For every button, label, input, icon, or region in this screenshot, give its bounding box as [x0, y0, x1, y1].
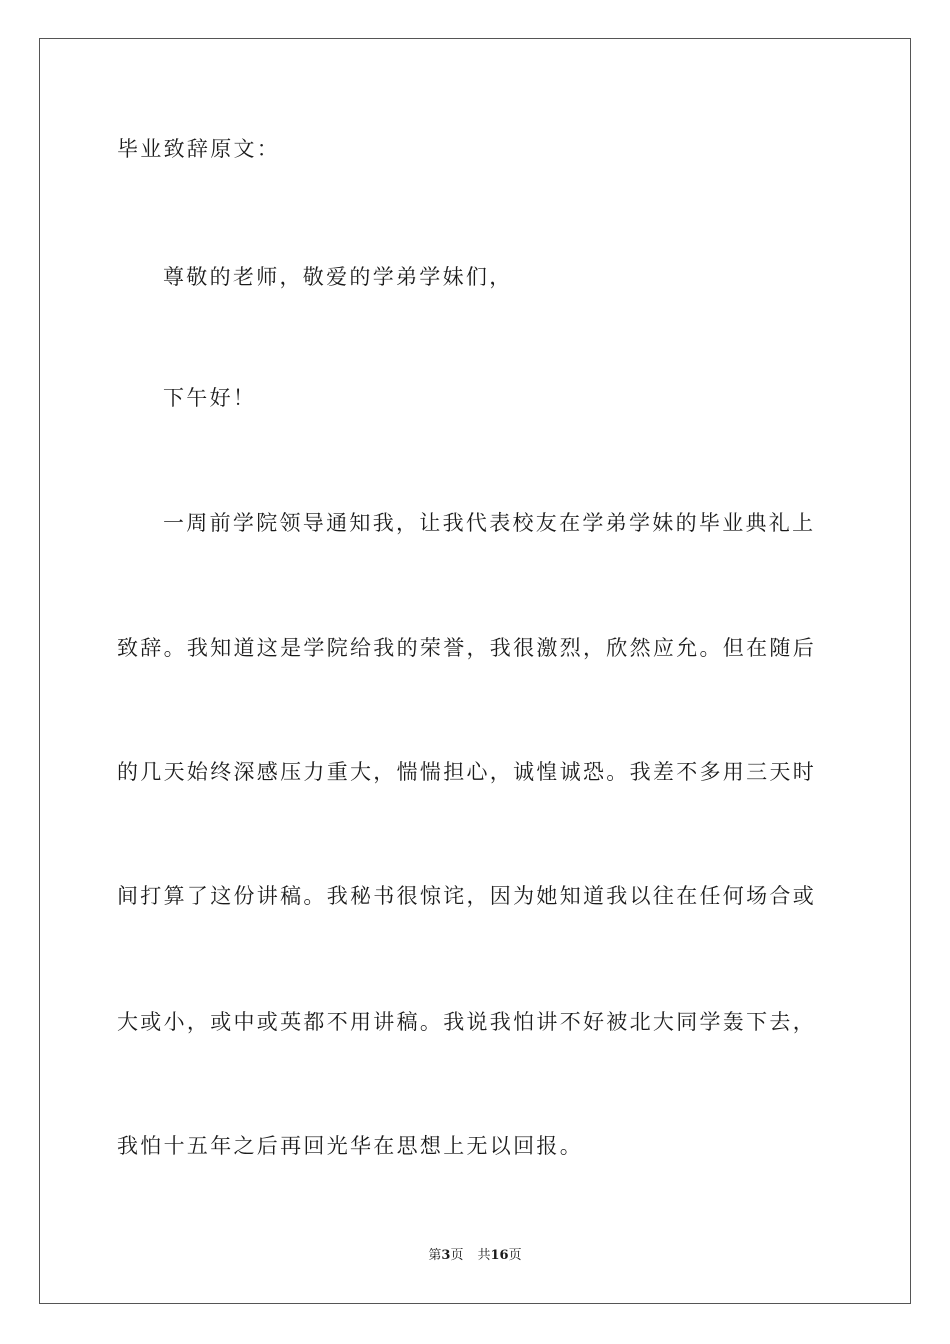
paragraph-line: 一周前学院领导通知我，让我代表校友在学弟学妹的毕业典礼上: [163, 511, 816, 535]
page-border: [39, 38, 911, 1304]
paragraph-line: 大或小，或中或英都不用讲稿。我说我怕讲不好被北大同学轰下去，: [117, 1010, 816, 1034]
total-pages: 16: [490, 1248, 509, 1263]
total-suffix: 页: [508, 1248, 522, 1263]
page-prefix: 第: [428, 1248, 442, 1263]
paragraph-line: 的几天始终深感压力重大，惴惴担心，诚惶诚恐。我差不多用三天时: [117, 760, 816, 784]
greeting-line: 下午好！: [163, 386, 257, 410]
document-heading: 毕业致辞原文：: [117, 137, 281, 161]
page-footer: [0, 1247, 950, 1265]
page-number: 3: [441, 1248, 451, 1263]
page-suffix: 页: [450, 1248, 464, 1263]
salutation-line: 尊敬的老师，敬爱的学弟学妹们，: [163, 265, 513, 289]
paragraph-line: 间打算了这份讲稿。我秘书很惊诧，因为她知道我以往在任何场合或: [117, 884, 816, 908]
paragraph-line: 致辞。我知道这是学院给我的荣誉，我很激烈，欣然应允。但在随后: [117, 636, 816, 660]
total-prefix: 共: [477, 1248, 491, 1263]
paragraph-line: 我怕十五年之后再回光华在思想上无以回报。: [117, 1134, 583, 1158]
